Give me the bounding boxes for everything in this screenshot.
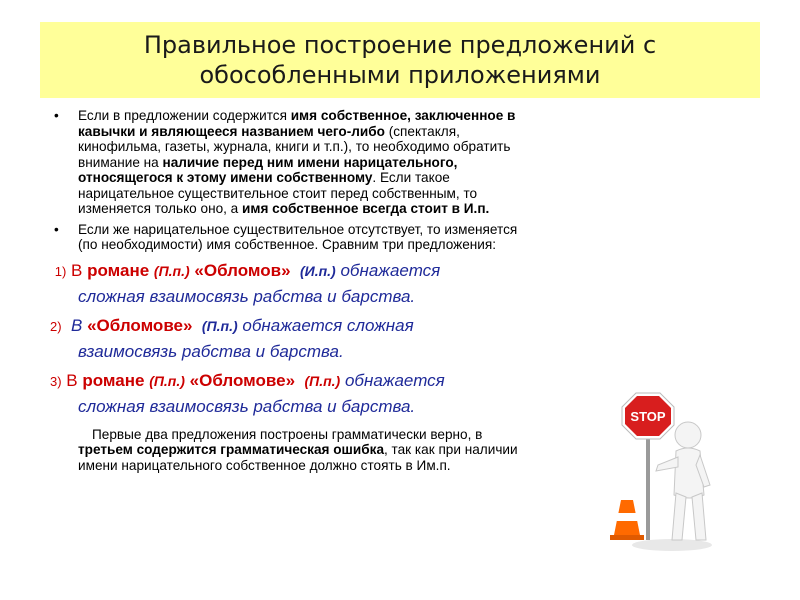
stop-sign-label: STOP [630, 409, 666, 424]
bullet-dot: • [54, 221, 59, 237]
bullet-1-text: Если в предложении содержится имя собственное, заключенное в кавычки и являющееся названием чего-либо (спектакля, кинофильма, газеты, журнала, книги и т.п.), то необходимо обратить внимание на наличие перед ним имени нарицательного, относящегося к этому имени собственному. Если такое нарицательное существительное стоит перед собственным, то изменяется только оно, а имя собственное всегда стоит в И.п. [78, 108, 516, 216]
bullet-dot: • [54, 108, 59, 123]
slide-title [144, 30, 656, 90]
stop-figure-illustration [600, 385, 720, 555]
sign-pole [646, 430, 650, 540]
stop-sign-icon [622, 393, 674, 439]
title-band [40, 22, 760, 98]
person-figure-icon [656, 422, 710, 540]
example-1: 1) В романе (П.п.) «Обломов» (И.п.) обнажается сложная взаимосвязь рабства и барства. [54, 260, 441, 306]
example-3: 3) В романе (П.п.) «Обломове» (П.п.) обнажается сложная взаимосвязь рабства и барства. [50, 370, 445, 416]
bullet-rule-2 [50, 222, 540, 253]
example-2: 2) В «Обломове» (П.п.) обнажается сложная взаимосвязь рабства и барства. [50, 315, 414, 361]
title-line-1: Правильное построение предложений с [143, 31, 657, 59]
content-area [50, 108, 540, 473]
bullet-rule-1 [50, 108, 540, 217]
bullet-2-text: Если же нарицательное существительное отсутствует, то изменяется (по необходимости) имя собственное. Сравним три предложения: [78, 221, 518, 252]
title-line-2: обособленными приложениями [199, 61, 601, 89]
conclusion-paragraph: Первые два предложения построены грамматически верно, в третьем содержится грамматическая ошибка, так как при наличии имени нарицательного собственное должно стоять в Им.п. [78, 426, 518, 473]
traffic-cone-icon [610, 500, 644, 540]
